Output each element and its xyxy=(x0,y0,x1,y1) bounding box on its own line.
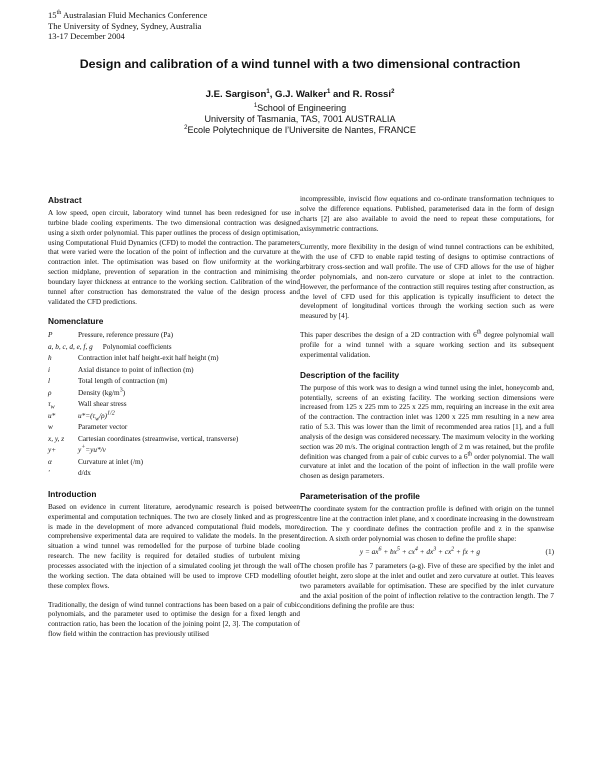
equation-1 xyxy=(300,548,554,558)
nomenclature-list xyxy=(48,330,300,480)
parameterisation-paragraph-1: The coordinate system for the contraction profile is defined with origin on the tunnel centre line at the contraction inlet plane, and x coordinate increasing in the downstream direction. The y coordinate defines the contraction profile and z in the spanwise direction. A sixth order polynomial was chosen to define the profile shape: xyxy=(300,505,554,543)
abstract-text: A low speed, open circuit, laboratory wind tunnel has been redesigned for use in turbine blade cooling experiments. The two dimensional contraction was designed using a sixth order polynomial. This paper outlines the process of design optimisation, using Computational Fluid Dynamics (CFD) to model the contraction. The parameters that were varied were the location of the point of inflection and the curvature at the contraction inlet. The optimisation was based on flow uniformity at the working section midplane, prevention of separation in the contraction and minimising the boundary layer thickness at entrance to the working section. Calibration of the wind tunnel after construction has demonstrated the value of the design process and validated the CFD predictions. xyxy=(48,209,300,306)
right-column xyxy=(300,195,554,612)
nomenclature-row: y+ y+=yu*/ν xyxy=(48,445,106,455)
nomenclature-heading: Nomenclature xyxy=(48,316,104,327)
nomenclature-row: α Curvature at inlet (/m) xyxy=(48,457,144,466)
nomenclature-row: h Contraction inlet half height-exit half height (m) xyxy=(48,354,219,363)
body-paragraph-3: This paper describes the design of a 2D contraction with 6th degree polynomial wall profile for a wind tunnel with a square working section and its subsequent experimental validation. xyxy=(300,329,554,359)
nomenclature-row: l Total length of contraction (m) xyxy=(48,377,168,386)
paper-title: Design and calibration of a wind tunnel with a two dimensional contraction xyxy=(79,57,521,71)
nomenclature-row: P Pressure, reference pressure (Pa) xyxy=(48,331,174,340)
conference-name: 15th Australasian Fluid Mechanics Conference xyxy=(48,10,208,20)
affiliation-1-address: University of Tasmania, TAS, 7001 AUSTRALIA xyxy=(204,114,396,125)
abstract-heading: Abstract xyxy=(48,195,82,205)
nomenclature-row: ρ Density $(kg/m^3)$ xyxy=(48,387,126,397)
parameterisation-heading: Parameterisation of the profile xyxy=(300,491,420,502)
facility-paragraph: The purpose of this work was to design a wind tunnel using the inlet, honeycomb and, potentially, screens of an existing facility. The working section dimensions were increased from 125 x 225 mm to 225 x 225 mm, requiring an increase in the exit area of the contraction. The contraction inlet was 1200 x 225 mm resulting in a new area ratio of 5.3. This was lower than the limit of recommended area ratios [1], and a full analysis of the design was considered necessary. The maximum velocity in the working section was 20 m/s. The original contraction length of 2 m was retained, but the profile definition was changed from a pair of cubic curves to a 6th order polynomial. The wall curvature at inlet and the location of the point of inflection in the wall profile were chosen as design parameters. xyxy=(300,383,555,481)
body-paragraph-2: Currently, more flexibility in the design of wind tunnel contractions can be exhibited, with the use of CFD to enable rapid testing of designs to optimise contractions of arbitrary cross-section and wall profile. The use of CFD allows for the use of higher order polynomials, and non-zero curvature or slope at inlet to the contraction. However, the performance of the contraction still requires testing after construction, as the level of CFD used for this application is typically insufficient to detect the development of longitudinal vortices through the working section such as were measured by [4]. xyxy=(300,243,554,321)
conference-venue: The University of Sydney, Sydney, Australia xyxy=(48,20,202,31)
conference-header xyxy=(48,10,207,42)
equation-text: $y = ax^6 + bx^5 + cx^4 + dx^3 + cx^2$ + fx + g xyxy=(359,547,481,557)
nomenclature-row: u* $u*=(\tau_w/\rho)^{1/2}$ xyxy=(48,410,115,423)
nomenclature-row: ' d/dx xyxy=(48,469,91,478)
nomenclature-row: x, y, z Cartesian coordinates (streamwise, vertical, transverse) xyxy=(48,434,239,443)
author-list: J.E. Sargison$^1$, G.J. Walker$^1$ and R. Rossi$^2$ xyxy=(205,88,395,100)
facility-heading: Description of the facility xyxy=(300,369,400,380)
introduction-heading: Introduction xyxy=(48,488,97,499)
introduction-paragraph-1: Based on evidence in current literature, aerodynamic research is poised between experimental and computation techniques. The two are closely linked and as progress is made in the development of more advanced computational fluid models, more comprehensive experimental data are required to validate the models. In the present situation a wind tunnel was remodelled for the purpose of turbine blade cooling research. The new facility is required for detailed studies of turbulent mixing processes associated with the injection of a simulated cooling jet through the wall of the working section. The data obtained will be used to improve CFD modelling of these complex flows. xyxy=(48,502,300,590)
affiliations xyxy=(0,103,600,137)
nomenclature-row: w Parameter vector xyxy=(48,423,128,432)
nomenclature-row: a, b, c, d, e, f, g Polynomial coefficients xyxy=(48,342,172,351)
equation-number: (1) xyxy=(545,548,554,557)
left-column xyxy=(48,195,300,640)
introduction-paragraph-2: Traditionally, the design of wind tunnel contractions has been based on a pair of cubic polynomials, and the parameter used to optimise the design for a fixed length and contraction ratio, has been the location of the joining point [2, 3]. The computation of flow field within the contraction has previously utilised xyxy=(48,600,300,639)
nomenclature-row: $\tau_w$ Wall shear stress xyxy=(48,400,127,411)
body-paragraph-1: incompressible, inviscid flow equations and co-ordinate transformation techniques to solve the difference equations. Published, parameterised data in the form of design charts [2] are also available to avoid the need to repeat these computations, for axisymmetric contractions. xyxy=(300,195,554,233)
affiliation-2: $^2$Ecole Polytechnique de l’Universite de Nantes, FRANCE xyxy=(184,125,416,136)
conference-dates: 13-17 December 2004 xyxy=(48,31,125,42)
affiliation-1: $^1$School of Engineering xyxy=(253,102,347,113)
parameterisation-paragraph-2: The chosen profile has 7 parameters (a-g). Five of these are specified by the inlet and outlet height, zero slope at the inlet and outlet and zero curvature at outlet. This leaves two parameters available for optimisation. These are specified by the inlet curvature and the axial position of the point of inflection relative to the contraction length. The 7 conditions defining the profile are thus: xyxy=(300,562,554,610)
nomenclature-row: i Axial distance to point of inflection (m) xyxy=(48,365,194,374)
